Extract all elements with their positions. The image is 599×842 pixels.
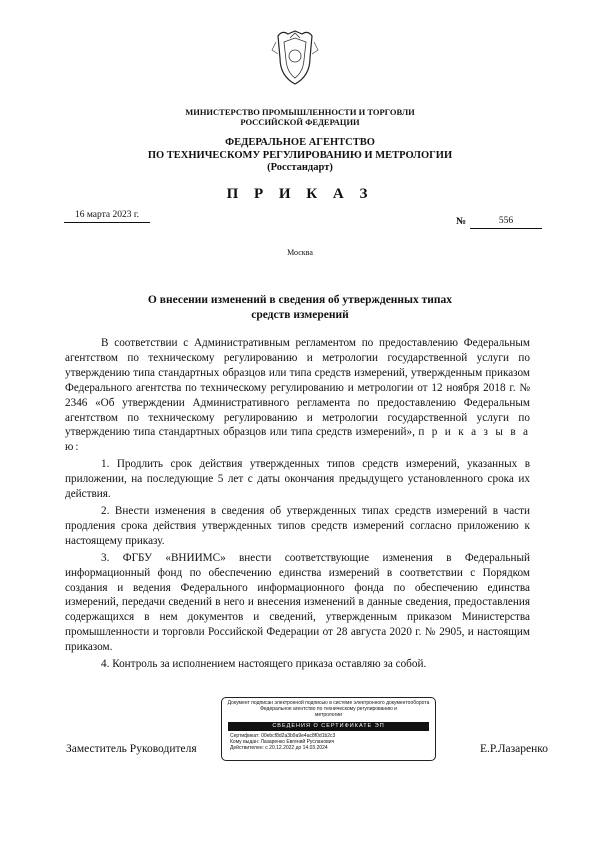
ministry-name bbox=[150, 108, 450, 127]
agency-line2: ПО ТЕХНИЧЕСКОМУ РЕГУЛИРОВАНИЮ И МЕТРОЛОГИИ bbox=[147, 149, 453, 161]
item-4: 4. Контроль за исполнением настоящего приказа оставляю за собой. bbox=[101, 658, 427, 671]
item-3: 3. ФГБУ «ВНИИМС» внести соответствующие изменения в Федеральный информационный фонд по обеспечению единства измерений в соответствии с Порядком создания и ведения Федерального информационного фонда по обеспечению единства измерений, передачи сведений в него и внесения изменений в данные сведения, предоставления содержащихся в нем документов и сведений, утвержденным приказом Министерства промышленности и торговли Российской Федерации от 28 августа 2020 г. № 2905, и настоящим приказом. bbox=[65, 551, 530, 654]
agency-name bbox=[100, 137, 500, 175]
electronic-signature-stamp bbox=[221, 697, 436, 761]
order-word: п р и к а з ы в а ю: bbox=[65, 426, 531, 454]
stamp-valid: Действителен: с 20.12.2022 до 14.03.2024 bbox=[230, 745, 328, 752]
stamp-owner: Кому выдан: Лазаренко Евгений Русланович bbox=[230, 738, 335, 745]
preamble-paragraph bbox=[65, 336, 530, 455]
number-label: № bbox=[456, 216, 467, 227]
coat-of-arms-emblem bbox=[270, 28, 320, 88]
stamp-bar: СВЕДЕНИЯ О СЕРТИФИКАТЕ ЭП bbox=[228, 722, 429, 731]
stamp-cert: Сертификат: 00ebcf8d2a3b9a9e4ac8f0d1b2c3 bbox=[230, 732, 336, 739]
order-subject bbox=[90, 293, 510, 323]
stamp-line1: Документ подписан электронной подписью в системе электронного документооборота bbox=[227, 700, 430, 706]
agency-line1: ФЕДЕРАЛЬНОЕ АГЕНТСТВО bbox=[225, 137, 375, 148]
preamble-text: В соответствии с Административным регламентом по предоставлению Федеральным агентством по техническому регулированию и метрологии государственной услуги по утверждению типа стандартных образцов или типа средств измерений, утвержденным приказом Федерального агентства по техническому регулированию и метрологии от 12 ноября 2018 г. № 2346 «Об утверждении Административного регламента по предоставлению Федеральным агентством по техническому регулированию и метрологии государственной услуги по утверждению типа стандартных образцов или типа средств измерений», bbox=[65, 337, 530, 439]
signatory-position: Заместитель Руководителя bbox=[66, 743, 197, 755]
item-2: 2. Внести изменения в сведения об утвержденных типах средств измерений в части продления срока действия утвержденных типов средств измерений согласно приложению к настоящему приказу. bbox=[65, 504, 530, 547]
signatory-name: Е.Р.Лазаренко bbox=[480, 743, 549, 755]
stamp-line3: метрологии bbox=[315, 712, 342, 719]
city: Москва bbox=[287, 248, 313, 257]
item-1: 1. Продлить срок действия утвержденных типов средств измерений, указанных в приложении, на последующие 5 лет с даты окончания предыдущего установленного срока их действия. bbox=[65, 458, 530, 501]
document-title: П Р И К А З bbox=[226, 186, 374, 202]
subject-line1: О внесении изменений в сведения об утвержденных типах bbox=[147, 294, 453, 306]
order-body bbox=[65, 336, 530, 672]
ministry-line1: МИНИСТЕРСТВО ПРОМЫШЛЕННОСТИ И ТОРГОВЛИ bbox=[185, 107, 415, 117]
subject-line2: средств измерений bbox=[251, 309, 349, 321]
stamp-line2: Федеральное агентство по техническому регулированию и bbox=[260, 706, 397, 713]
order-date: 16 марта 2023 г. bbox=[64, 210, 150, 223]
agency-line3: (Росстандарт) bbox=[267, 162, 333, 173]
order-number: 556 bbox=[470, 216, 542, 229]
ministry-line2: РОССИЙСКОЙ ФЕДЕРАЦИИ bbox=[240, 116, 360, 127]
